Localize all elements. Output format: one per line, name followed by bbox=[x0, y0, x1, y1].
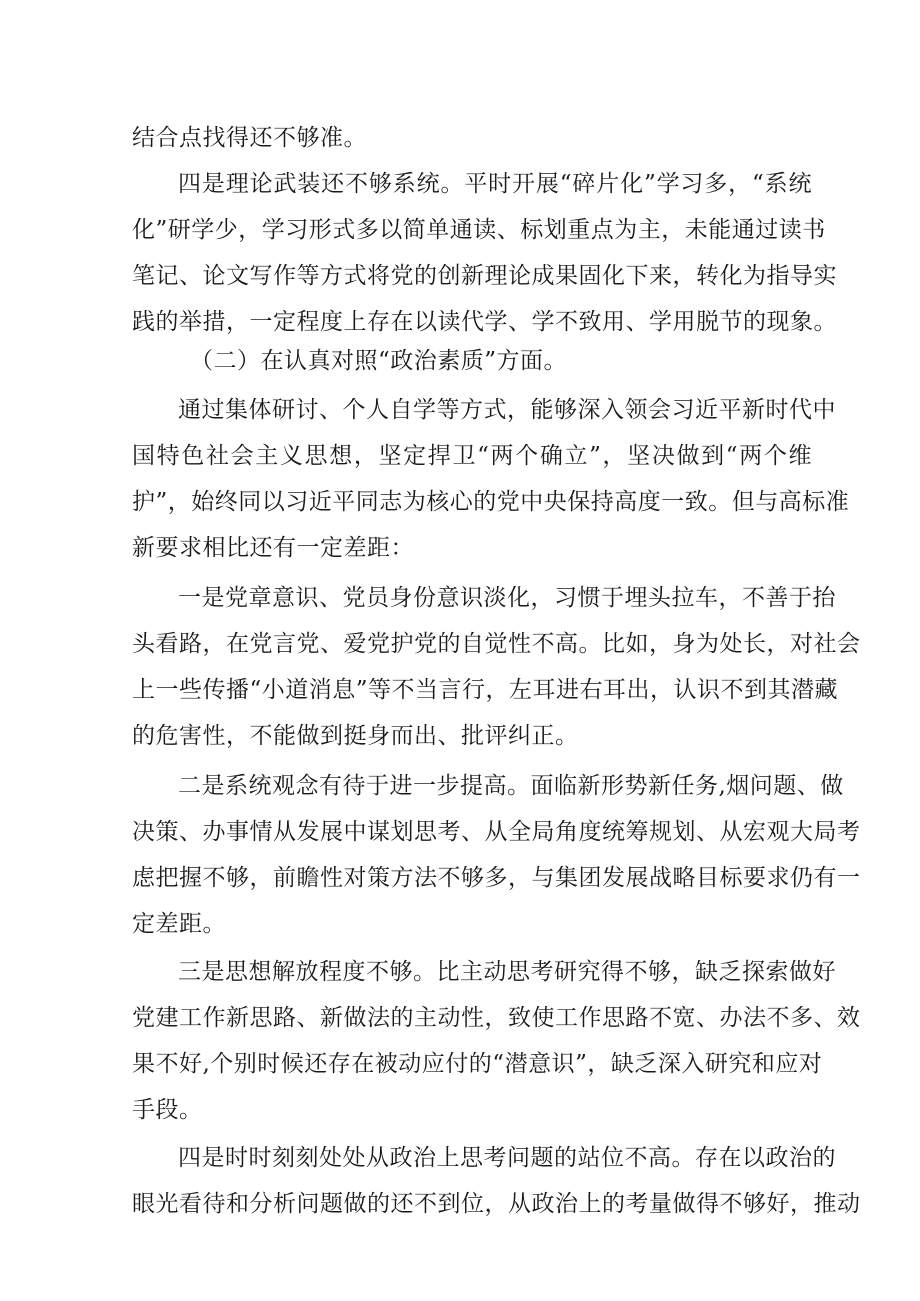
paragraph-line: 决策、办事情从发展中谋划思考、从全局角度统筹规划、从宏观大局考 bbox=[132, 819, 861, 845]
paragraph-line: 结合点找得还不够准。 bbox=[132, 125, 367, 151]
paragraph-line: 国特色社会主义思想，坚定捍卫“两个确立”，坚决做到“两个维 bbox=[132, 443, 812, 469]
paragraph-line: 化”研学少，学习形式多以简单通读、标划重点为主，未能通过读书 bbox=[132, 217, 826, 243]
paragraph-line: 手段。 bbox=[132, 1097, 203, 1123]
paragraph-line: 新要求相比还有一定差距： bbox=[132, 535, 414, 561]
paragraph-line: 党建工作新思路、新做法的主动性，致使工作思路不宽、办法不多、效 bbox=[132, 1005, 861, 1031]
paragraph-line: 果不好,个别时候还存在被动应付的“潜意识”，缺乏深入研究和应对 bbox=[132, 1051, 823, 1077]
paragraph-line: 二是系统观念有待于进一步提高。面临新形势新任务,烟问题、做 bbox=[178, 773, 844, 799]
paragraph-line: 笔记、论文写作等方式将党的创新理论成果固化下来，转化为指导实 bbox=[132, 263, 837, 289]
paragraph-line: 眼光看待和分析问题做的还不到位，从政治上的考量做得不够好，推动 bbox=[132, 1191, 861, 1217]
paragraph-line: 践的举措，一定程度上存在以读代学、学不致用、学用脱节的现象。 bbox=[132, 309, 837, 335]
paragraph-line: 四是理论武装还不够系统。平时开展“碎片化”学习多，“系统 bbox=[178, 171, 812, 197]
paragraph-line: 定差距。 bbox=[132, 911, 226, 937]
paragraph-line: 头看路，在党言党、爱党护党的自觉性不高。比如，身为处长，对社会 bbox=[132, 631, 861, 657]
paragraph-line: 上一些传播“小道消息”等不当言行，左耳进右耳出，认识不到其潜藏 bbox=[132, 677, 839, 703]
paragraph-line: 一是党章意识、党员身份意识淡化，习惯于埋头拉车，不善于抬 bbox=[178, 585, 836, 611]
paragraph-line: 四是时时刻刻处处从政治上思考问题的站位不高。存在以政治的 bbox=[178, 1145, 836, 1171]
section-heading: （二）在认真对照“政治素质”方面。 bbox=[190, 348, 568, 374]
paragraph-line: 通过集体研讨、个人自学等方式，能够深入领会习近平新时代中 bbox=[178, 397, 836, 423]
paragraph-line: 护”，始终同以习近平同志为核心的党中央保持高度一致。但与高标准 bbox=[132, 489, 850, 515]
paragraph-line: 三是思想解放程度不够。比主动思考研究得不够，缺乏探索做好 bbox=[178, 959, 836, 985]
paragraph-line: 的危害性，不能做到挺身而出、批评纠正。 bbox=[132, 723, 579, 749]
paragraph-line: 虑把握不够，前瞻性对策方法不够多，与集团发展战略目标要求仍有一 bbox=[132, 865, 861, 891]
